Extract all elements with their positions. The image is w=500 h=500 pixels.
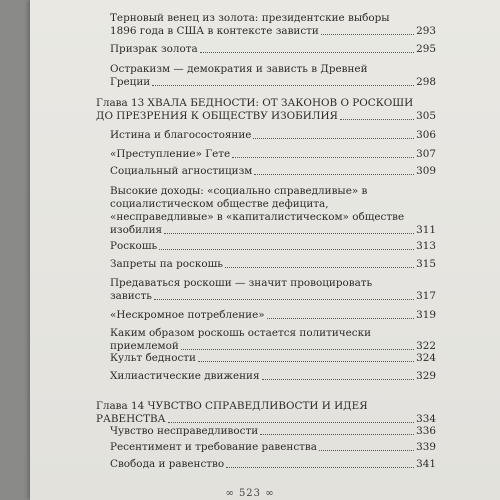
toc-page-number: 298 xyxy=(416,76,436,88)
toc-chapter-entry xyxy=(96,400,436,426)
dot-leader xyxy=(198,361,414,362)
dot-leader xyxy=(164,233,414,234)
toc-page-number: 334 xyxy=(416,413,436,425)
dot-leader xyxy=(253,138,414,139)
toc-page-number: 319 xyxy=(416,309,436,321)
toc-section-entry xyxy=(110,425,436,438)
toc-page-number: 317 xyxy=(416,290,436,302)
toc-entry-text: Высокие доходы: «социально справедливые» в xyxy=(110,185,368,197)
dot-leader xyxy=(254,174,414,175)
toc-page-number: 313 xyxy=(416,240,436,252)
toc-entry-text: «Нескромное потребление» xyxy=(110,309,265,321)
toc-entry-text: Чувство несправедливости xyxy=(110,425,259,437)
toc-section-entry xyxy=(110,12,436,38)
toc-page-number: 341 xyxy=(416,458,436,470)
toc-entry-text: ДО ПРЕЗРЕНИЯ К ОБЩЕСТВУ ИЗОБИЛИЯ xyxy=(96,110,338,122)
page-folio: ∞ 523 ∞ xyxy=(225,488,275,499)
toc-section-entry xyxy=(110,148,436,161)
dot-leader xyxy=(321,34,414,35)
dot-leader xyxy=(152,85,414,86)
toc-entry-text: Призрак золота xyxy=(110,43,198,55)
toc-entry-text: зависть xyxy=(110,290,152,302)
toc-entry-text: Греции xyxy=(110,76,151,88)
dot-leader xyxy=(340,119,414,120)
toc-section-entry xyxy=(110,240,436,253)
toc-section-entry xyxy=(110,43,436,56)
toc-entry-text: Роскошь xyxy=(110,240,158,252)
toc-entry-text: 1896 года в США в контексте зависти xyxy=(110,25,319,37)
toc-entry-text: Ресентимент и требование равенства xyxy=(110,441,317,453)
dot-leader xyxy=(225,267,414,268)
toc-page-number: 307 xyxy=(416,148,436,160)
toc-entry-text: социалистическом обществе дефицита, xyxy=(110,198,329,210)
toc-entry-text: Истина и благосостояние xyxy=(110,129,252,141)
dot-leader xyxy=(262,379,415,380)
toc-entry-text: Остракизм — демократия и зависть в Древней xyxy=(110,63,368,75)
toc-page-number: 295 xyxy=(416,43,436,55)
dot-leader xyxy=(168,422,415,423)
toc-section-entry xyxy=(110,63,436,89)
dot-leader xyxy=(319,450,414,451)
toc-page-number: 329 xyxy=(416,370,436,382)
toc-section-entry xyxy=(110,458,436,471)
toc-section-entry xyxy=(110,309,436,322)
toc-page-number: 336 xyxy=(416,425,436,437)
toc-entry-text: Свобода и равенство xyxy=(110,458,225,470)
toc-entry-text: Терновый венец из золота: президентские выборы xyxy=(110,12,390,24)
toc-page-number: 311 xyxy=(416,224,436,236)
toc-page-number: 305 xyxy=(416,110,436,122)
toc-section-entry xyxy=(110,441,436,454)
toc-section-entry xyxy=(110,185,436,237)
dot-leader xyxy=(267,318,415,319)
toc-chapter-entry xyxy=(96,97,436,123)
toc-page-number: 306 xyxy=(416,129,436,141)
toc-entry-text: РАВЕНСТВА xyxy=(96,413,166,425)
toc-section-entry xyxy=(110,277,436,303)
toc-page-number: 324 xyxy=(416,352,436,364)
toc-page-number: 293 xyxy=(416,25,436,37)
toc-page-number: 322 xyxy=(416,340,436,352)
toc-entry-text: Глава 13 ХВАЛА БЕДНОСТИ: ОТ ЗАКОНОВ О РОСКОШИ xyxy=(96,97,414,109)
toc-entry-text: «несправедливые» в «капиталистическом» обществе xyxy=(110,211,405,223)
toc-entry-text: изобилия xyxy=(110,224,163,236)
dot-leader xyxy=(226,467,414,468)
toc-entry-text: Каким образом роскошь остается политически xyxy=(110,327,372,339)
toc-section-entry xyxy=(110,129,436,142)
toc-section-entry xyxy=(110,327,436,353)
toc-page-number: 309 xyxy=(416,165,436,177)
toc-entry-text: Предаваться роскоши — значит провоцировать xyxy=(110,277,373,289)
toc-entry-text: Культ бедности xyxy=(110,352,196,364)
toc-entry-text: Глава 14 ЧУВСТВО СПРАВЕДЛИВОСТИ И ИДЕЯ xyxy=(96,400,368,412)
dot-leader xyxy=(260,434,414,435)
toc-entry-text: Социальный агностицизм xyxy=(110,165,253,177)
book-page xyxy=(30,0,500,500)
toc-entry-text: Хилиастические движения xyxy=(110,370,260,382)
dot-leader xyxy=(232,157,414,158)
toc-section-entry xyxy=(110,352,436,365)
toc-section-entry xyxy=(110,370,436,383)
dot-leader xyxy=(181,349,414,350)
toc-entry-text: приемлемой xyxy=(110,340,179,352)
dot-leader xyxy=(200,52,414,53)
toc-page-number: 315 xyxy=(416,258,436,270)
toc-page-number: 339 xyxy=(416,441,436,453)
dot-leader xyxy=(159,249,414,250)
toc-entry-text: «Преступление» Гете xyxy=(110,148,231,160)
toc-section-entry xyxy=(110,165,436,178)
toc-entry-text: Запреты па роскошь xyxy=(110,258,223,270)
toc-section-entry xyxy=(110,258,436,271)
dot-leader xyxy=(154,299,414,300)
